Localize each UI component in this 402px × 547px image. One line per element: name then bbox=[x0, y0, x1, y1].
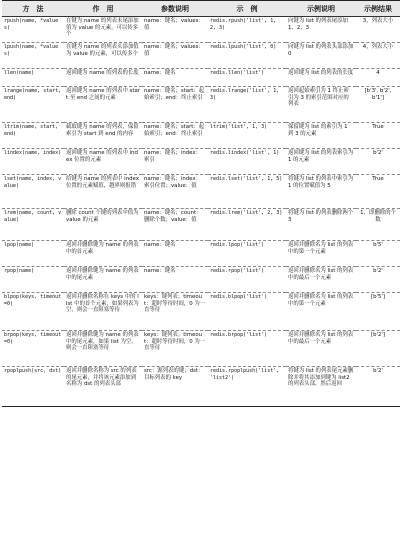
table-row bbox=[2, 87, 400, 123]
table-body bbox=[2, 17, 400, 407]
cell-effect: 在键为 name 的列表头添加值为 value 的元素，可以传多个 bbox=[64, 43, 142, 69]
cell-effect: 给键为 name 的列表中 index 位置的元素赋值，越界则报错 bbox=[64, 175, 142, 209]
cell-example: redis.llen('list') bbox=[208, 69, 286, 87]
header-row bbox=[2, 1, 400, 17]
cell-result: 1，即删除的个数 bbox=[356, 209, 400, 241]
cell-method: lpush(name, *values) bbox=[2, 43, 64, 69]
cell-description: 返回并删除名为 list 的列表中的第一个元素 bbox=[286, 293, 356, 331]
cell-params: name：键名；index：索引 bbox=[142, 149, 208, 175]
cell-effect: 返回并删除名称为 src 的列表的尾元素，并将该元素添加到名称为 dst 的列表头部 bbox=[64, 367, 142, 407]
cell-description: 将键为 list 的列表尾元素删除并将其添加到键为 list2 的列表头部，然后返回 bbox=[286, 367, 356, 407]
cell-example: redis.lindex('list', 1) bbox=[208, 149, 286, 175]
cell-example: redis.lrange('list', 1, 3) bbox=[208, 87, 286, 123]
cell-description: 向键为 list 的列表头部添加 0 bbox=[286, 43, 356, 69]
cell-result: b'2' bbox=[356, 149, 400, 175]
cell-description: 返回并删除名为 list 的列表中的最后一个元素 bbox=[286, 267, 356, 293]
table-header bbox=[2, 1, 400, 17]
header-params: 参数说明 bbox=[142, 1, 208, 17]
cell-result: True bbox=[356, 175, 400, 209]
cell-example: redis.lpop('list') bbox=[208, 241, 286, 267]
cell-method: lset(name, index, value) bbox=[2, 175, 64, 209]
cell-params: name：键名 bbox=[142, 241, 208, 267]
cell-effect: 返回键为 name 的列表中 index 位置的元素 bbox=[64, 149, 142, 175]
table-row bbox=[2, 175, 400, 209]
table-row bbox=[2, 367, 400, 407]
cell-example: redis.rpop('list') bbox=[208, 267, 286, 293]
cell-method: rpush(name, *values) bbox=[2, 17, 64, 43]
cell-description: 返回并删除名为 list 的列表中的第一个元素 bbox=[286, 241, 356, 267]
cell-method: lrem(name, count, value) bbox=[2, 209, 64, 241]
cell-description: 返回键为 list 的列表的长度 bbox=[286, 69, 356, 87]
header-result: 示例结果 bbox=[356, 1, 400, 17]
cell-result: [b'5'] bbox=[356, 293, 400, 331]
cell-params: name：键名 bbox=[142, 69, 208, 87]
cell-result: [b'2'] bbox=[356, 331, 400, 367]
cell-method: brpop(keys, timeout=0) bbox=[2, 331, 64, 367]
table-row bbox=[2, 209, 400, 241]
cell-method: lindex(name, index) bbox=[2, 149, 64, 175]
table-row bbox=[2, 241, 400, 267]
cell-effect: 删除 count 个键的列表中值为 value 的元素 bbox=[64, 209, 142, 241]
cell-params: src：源列表的键；dst：目标列表的 key bbox=[142, 367, 208, 407]
cell-params: name：键名；start：起始索引；end：终止索引 bbox=[142, 87, 208, 123]
cell-result: 3，列表大小 bbox=[356, 17, 400, 43]
table-row bbox=[2, 149, 400, 175]
cell-effect: 返回并删除名称在 keys 中的 list 中的首个元素，如果列表为空，则会一直阻塞等待 bbox=[64, 293, 142, 331]
cell-params: name：键名 bbox=[142, 267, 208, 293]
cell-description: 返回起始索引为 1 终止索引为 3 的索引范围对应的列表 bbox=[286, 87, 356, 123]
cell-description: 将键为 list 的列表中索引为 1 的位置赋值为 5 bbox=[286, 175, 356, 209]
cell-method: ltrim(name, start, end) bbox=[2, 123, 64, 149]
cell-description: 将键为 list 的列表删除两个 3 bbox=[286, 209, 356, 241]
cell-params: name：键名；values：值 bbox=[142, 17, 208, 43]
redis-list-methods-table bbox=[2, 0, 400, 407]
cell-effect: 返回并删除键为 name 的列表中的尾元素，如果 list 为空，则会一直阻塞等待 bbox=[64, 331, 142, 367]
cell-result: b'5' bbox=[356, 241, 400, 267]
cell-effect: 截取键为 name 的列表，保留索引为 start 到 end 的内容 bbox=[64, 123, 142, 149]
page bbox=[2, 0, 400, 407]
cell-example: redis.lpush('list', 0) bbox=[208, 43, 286, 69]
header-description: 示例说明 bbox=[286, 1, 356, 17]
cell-description: 返回键为 list 的列表索引为 1 的元素 bbox=[286, 149, 356, 175]
cell-example: redis.brpop('list') bbox=[208, 331, 286, 367]
cell-effect: 返回并删除键为 name 的列表中的首元素 bbox=[64, 241, 142, 267]
table-row bbox=[2, 123, 400, 149]
cell-example: redis.blpop('list') bbox=[208, 293, 286, 331]
cell-result: True bbox=[356, 123, 400, 149]
cell-example: redis.rpoplpush('list', 'list2') bbox=[208, 367, 286, 407]
table-row bbox=[2, 69, 400, 87]
cell-method: lrange(name, start, end) bbox=[2, 87, 64, 123]
header-example: 示 例 bbox=[208, 1, 286, 17]
cell-result: 4 bbox=[356, 69, 400, 87]
table-row bbox=[2, 293, 400, 331]
cell-method: rpop(name) bbox=[2, 267, 64, 293]
cell-params: name：键名；index：索引位置；value：值 bbox=[142, 175, 208, 209]
cell-description: 保留键为 list 的索引为 1 到 3 的元素 bbox=[286, 123, 356, 149]
cell-result: [b'3', b'2', b'1'] bbox=[356, 87, 400, 123]
cell-params: keys：键列表；timeout：超时等待时间，0 为一直等待 bbox=[142, 293, 208, 331]
cell-effect: 返回键为 name 的列表中 start 至 end 之间的元素 bbox=[64, 87, 142, 123]
cell-method: llen(name) bbox=[2, 69, 64, 87]
cell-description: 返回并删除名为 list 的列表中的最后一个元素 bbox=[286, 331, 356, 367]
cell-method: blpop(keys, timeout=0) bbox=[2, 293, 64, 331]
cell-method: lpop(name) bbox=[2, 241, 64, 267]
cell-example: ltrim('list', 1, 3) bbox=[208, 123, 286, 149]
header-method: 方 法 bbox=[2, 1, 64, 17]
cell-params: keys：键列表；timeout：超时等待时间，0 为一直等待 bbox=[142, 331, 208, 367]
cell-example: redis.rpush('list', 1, 2, 3) bbox=[208, 17, 286, 43]
cell-result: b'2' bbox=[356, 267, 400, 293]
cell-example: redis.lset('list', 1, 5) bbox=[208, 175, 286, 209]
cell-effect: 在键为 name 的列表末尾添加值为 value 的元素，可以传多个 bbox=[64, 17, 142, 43]
cell-result: b'2' bbox=[356, 367, 400, 407]
cell-params: name：键名；values：值 bbox=[142, 43, 208, 69]
cell-params: name：键名；count：删除个数；value：值 bbox=[142, 209, 208, 241]
cell-params: name：键名；start：起始索引；end：终止索引 bbox=[142, 123, 208, 149]
table-row bbox=[2, 267, 400, 293]
table-row bbox=[2, 43, 400, 69]
cell-effect: 返回并删除键为 name 的列表中的尾元素 bbox=[64, 267, 142, 293]
header-effect: 作 用 bbox=[64, 1, 142, 17]
cell-result: 4，列表大小 bbox=[356, 43, 400, 69]
cell-example: redis.lrem('list', 2, 3) bbox=[208, 209, 286, 241]
table-row bbox=[2, 17, 400, 43]
table-row bbox=[2, 331, 400, 367]
cell-method: rpoplpush(src, dst) bbox=[2, 367, 64, 407]
cell-effect: 返回键为 name 的列表的长度 bbox=[64, 69, 142, 87]
cell-description: 向键为 list 的列表尾添加 1、2、3 bbox=[286, 17, 356, 43]
